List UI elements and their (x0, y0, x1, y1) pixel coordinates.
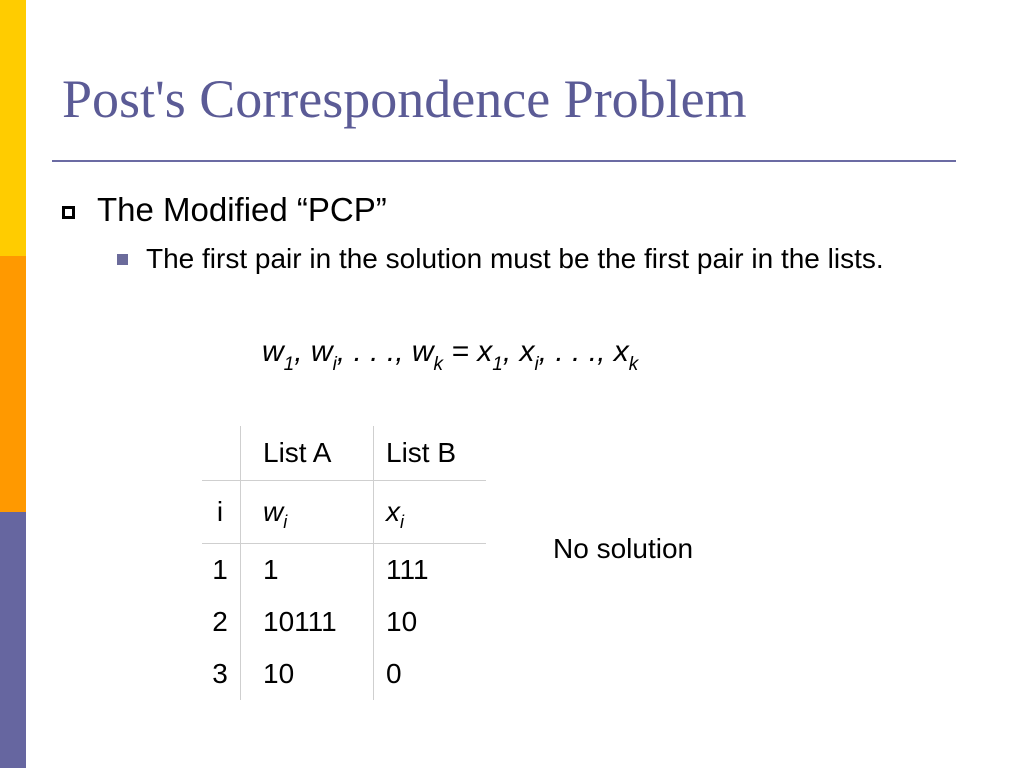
row-list-b-value: 111 (386, 554, 429, 585)
header-list-b: List B (374, 426, 487, 481)
symbol-w-letter: w (263, 496, 284, 527)
row-list-b-value: 0 (386, 658, 402, 689)
symbol-w-subscript: i (283, 512, 288, 532)
formula-separator: , (597, 335, 614, 368)
formula-subscript: 1 (283, 354, 295, 375)
title-divider (52, 160, 956, 162)
no-solution-note: No solution (553, 533, 694, 564)
formula-subscript: k (628, 354, 639, 375)
formula-subscript: i (332, 354, 337, 375)
table-header-row (202, 426, 486, 481)
symbol-x-subscript: i (400, 512, 404, 532)
row-index: 3 (202, 648, 241, 700)
pcp-instance-table (202, 426, 486, 700)
table-row (202, 648, 486, 700)
symbol-index: i (202, 481, 241, 544)
bullet-level-1 (62, 190, 387, 230)
row-list-a-value: 10111 (241, 596, 374, 648)
row-list-a-value: 10 (241, 648, 374, 700)
table-row (202, 596, 486, 648)
accent-strip-yellow (0, 0, 26, 256)
bullet-level-1-text: The Modified “PCP” (97, 191, 387, 228)
accent-strip-orange (0, 256, 26, 512)
formula-separator: , (395, 335, 412, 368)
row-list-a-value: 1 (241, 544, 374, 597)
formula-subscript: k (433, 354, 444, 375)
symbol-x-letter: x (386, 496, 400, 527)
row-list-b-value: 10 (386, 606, 418, 637)
formula-x: x (519, 335, 535, 368)
row-index: 1 (202, 544, 241, 597)
filled-square-bullet-icon (117, 254, 128, 265)
header-empty-cell (202, 426, 241, 481)
header-list-a: List A (241, 426, 374, 481)
formula-ellipsis: . . . (353, 335, 396, 368)
formula-w: w (411, 335, 434, 368)
formula-separator: , (336, 335, 354, 368)
formula-ellipsis: . . . (555, 335, 598, 368)
formula-equals: = (443, 335, 478, 368)
table-symbol-row (202, 481, 486, 544)
symbol-x (374, 481, 487, 544)
bullet-level-2-text: The first pair in the solution must be the first pair in the lists. (146, 243, 884, 274)
row-index: 2 (202, 596, 241, 648)
formula-x: x (613, 335, 629, 368)
accent-strip-purple (0, 512, 26, 768)
mpcp-formula (262, 330, 638, 378)
table-row (202, 544, 486, 597)
hollow-square-bullet-icon (62, 206, 75, 219)
formula-x: x (477, 335, 493, 368)
symbol-w (241, 481, 374, 544)
formula-w: w (262, 335, 284, 368)
formula-subscript: i (534, 354, 539, 375)
formula-separator: , (294, 335, 311, 368)
slide-title: Post's Correspondence Problem (62, 69, 747, 129)
formula-subscript: 1 (492, 354, 503, 375)
formula-separator: , (502, 335, 520, 368)
formula-w: w (310, 335, 333, 368)
formula-separator: , (538, 335, 556, 368)
